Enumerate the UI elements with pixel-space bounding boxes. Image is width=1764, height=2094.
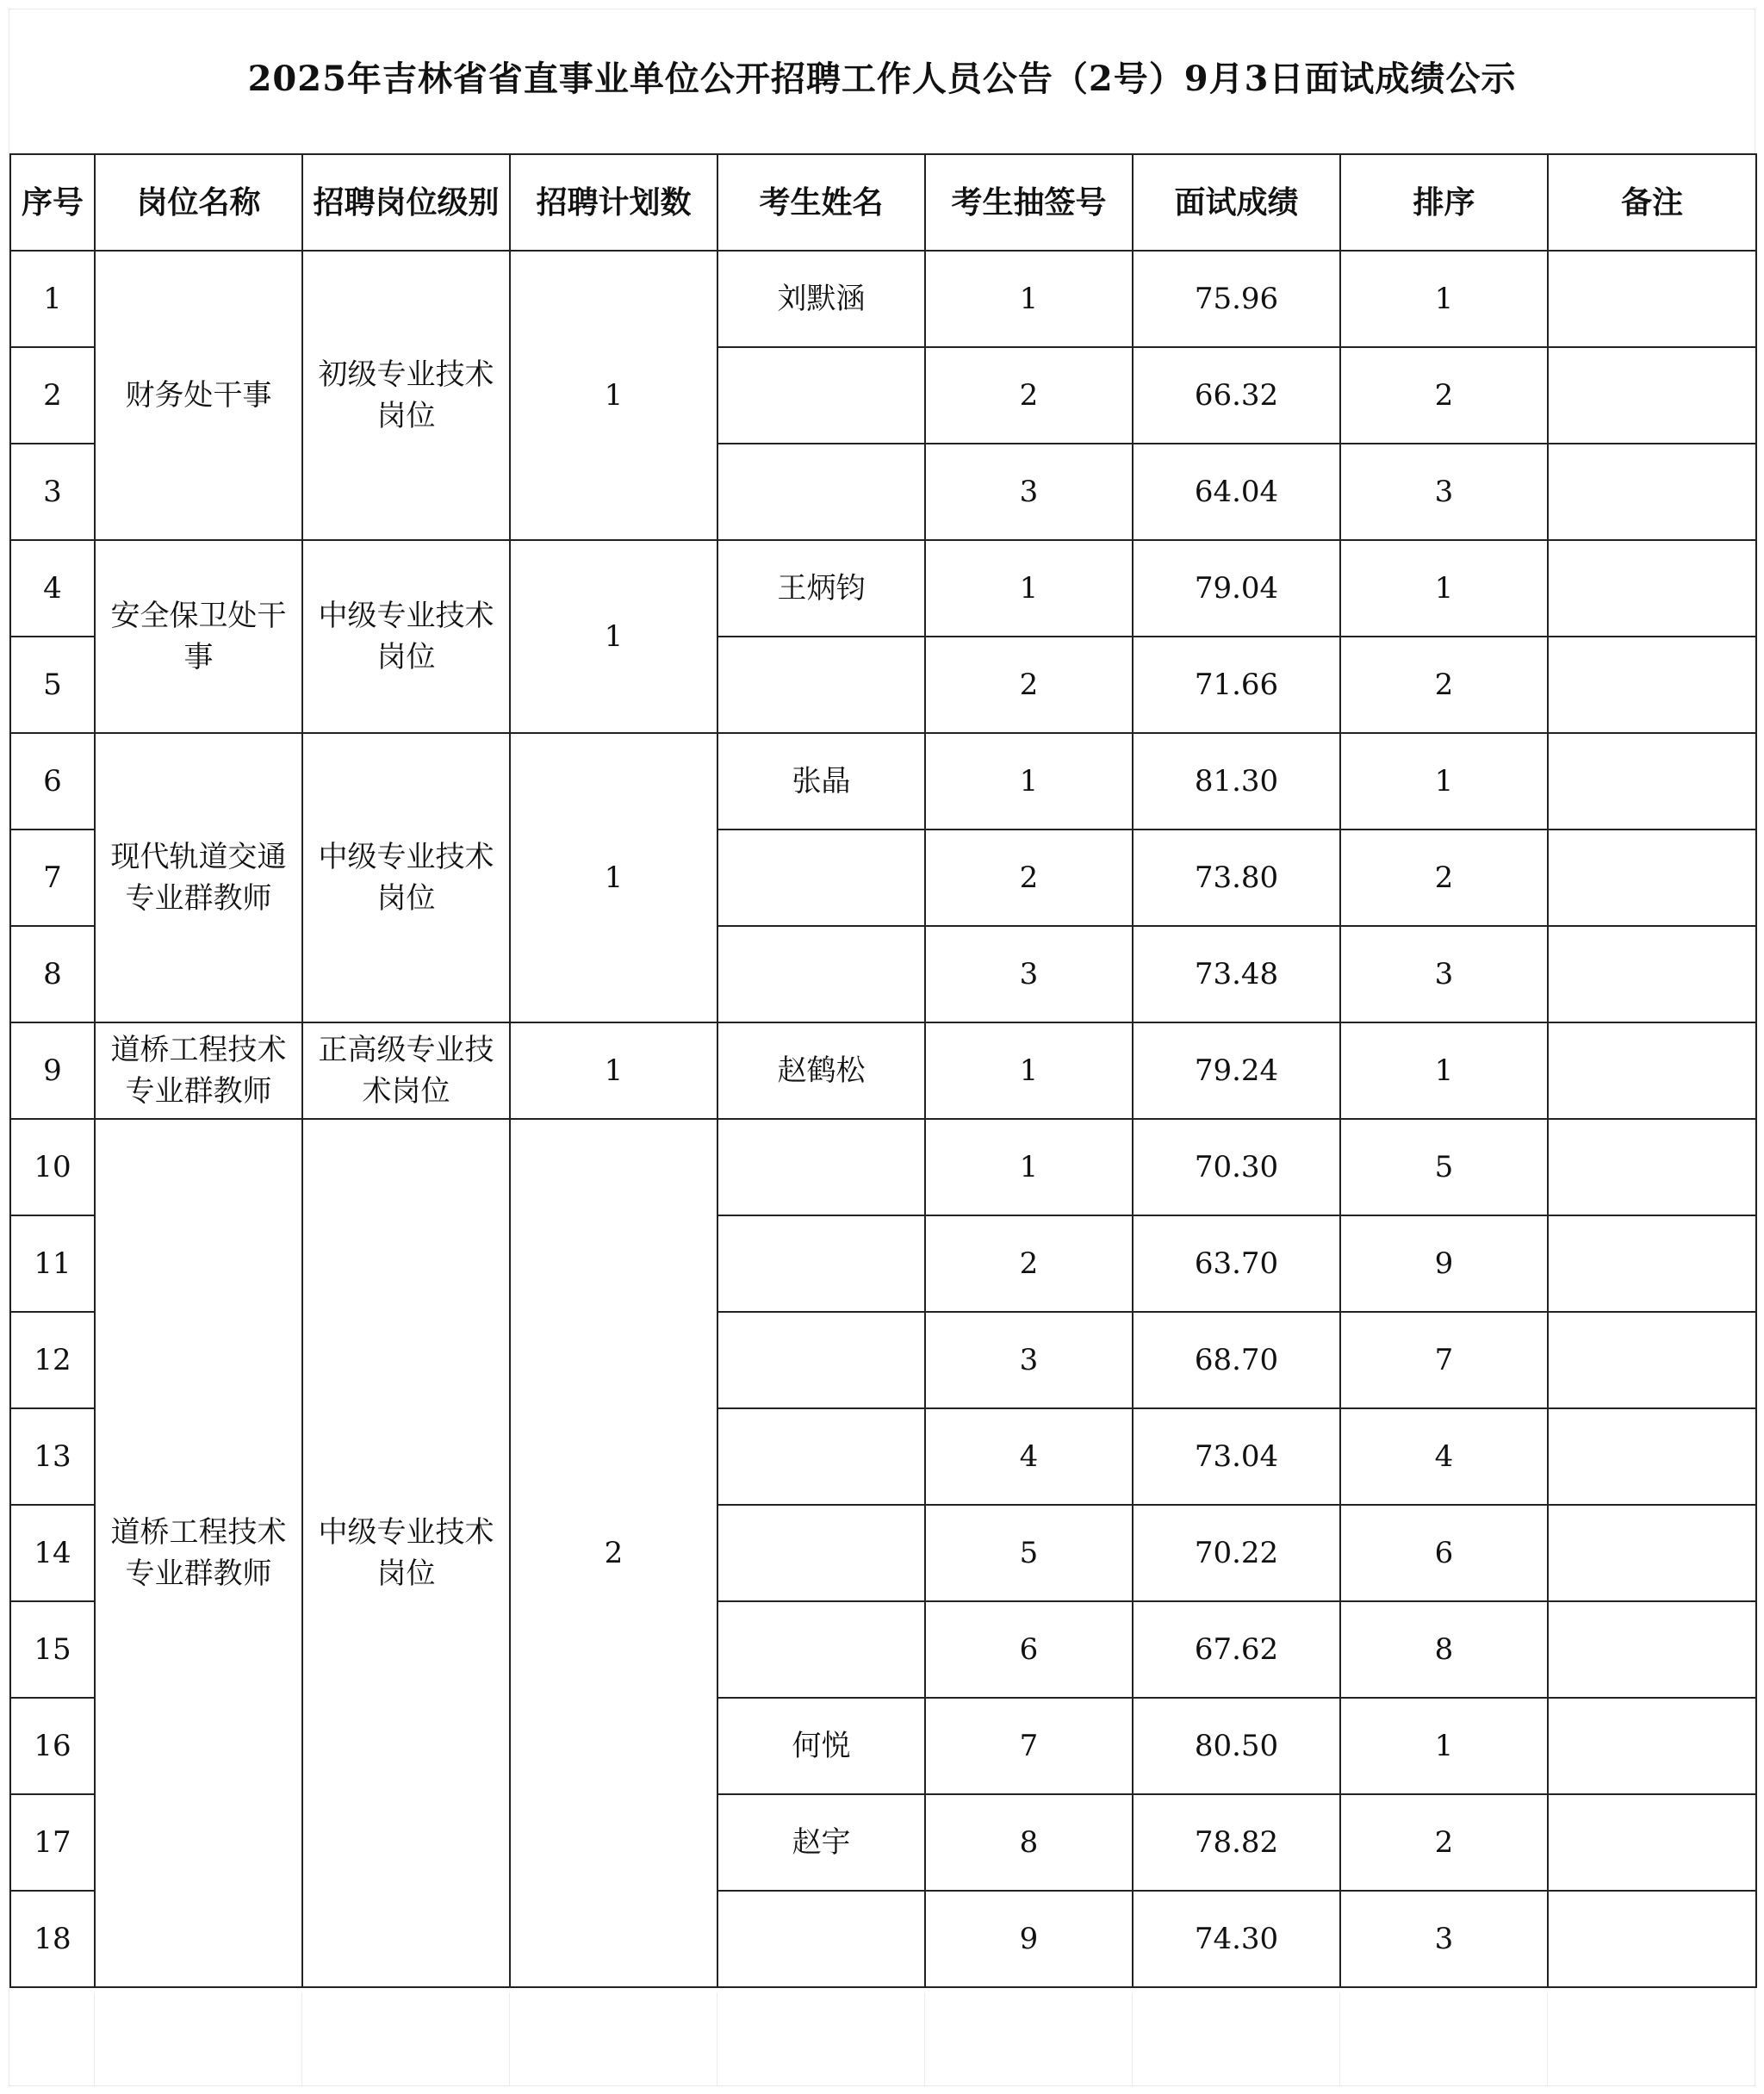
cell-note [1548, 1698, 1756, 1794]
cell-no: 4 [10, 540, 95, 637]
cell-rank: 2 [1340, 637, 1548, 733]
cell-rank: 7 [1340, 1312, 1548, 1408]
cell-no: 3 [10, 444, 95, 540]
cell-draw: 1 [925, 251, 1133, 347]
cell-draw: 9 [925, 1891, 1133, 1987]
table-row [10, 1022, 1756, 1119]
cell-score: 66.32 [1133, 347, 1340, 444]
cell-note [1548, 830, 1756, 926]
faint-gridline [1547, 1992, 1548, 2085]
cell-note [1548, 347, 1756, 444]
cell-plan: 2 [510, 1119, 717, 1987]
cell-plan: 1 [510, 733, 717, 1022]
cell-rank: 2 [1340, 830, 1548, 926]
cell-rank: 8 [1340, 1601, 1548, 1698]
cell-note [1548, 540, 1756, 637]
cell-note [1548, 926, 1756, 1022]
cell-rank: 3 [1340, 926, 1548, 1022]
cell-draw: 7 [925, 1698, 1133, 1794]
faint-gridline [94, 1992, 95, 2085]
cell-score: 68.70 [1133, 1312, 1340, 1408]
cell-draw: 4 [925, 1408, 1133, 1505]
cell-level: 正高级专业技术岗位 [302, 1022, 510, 1119]
cell-no: 15 [10, 1601, 95, 1698]
cell-score: 71.66 [1133, 637, 1340, 733]
cell-draw: 1 [925, 1119, 1133, 1215]
cell-score: 64.04 [1133, 444, 1340, 540]
cell-note [1548, 1119, 1756, 1215]
col-header-plan: 招聘计划数 [510, 154, 717, 251]
cell-level: 中级专业技术岗位 [302, 733, 510, 1022]
cell-plan: 1 [510, 251, 717, 540]
table-row [10, 733, 1756, 830]
cell-name [717, 347, 925, 444]
cell-position: 财务处干事 [95, 251, 302, 540]
col-header-name: 考生姓名 [717, 154, 925, 251]
cell-rank: 6 [1340, 1505, 1548, 1601]
cell-rank: 1 [1340, 1698, 1548, 1794]
cell-note [1548, 1891, 1756, 1987]
cell-no: 9 [10, 1022, 95, 1119]
cell-plan: 1 [510, 540, 717, 733]
cell-draw: 1 [925, 1022, 1133, 1119]
cell-draw: 2 [925, 830, 1133, 926]
faint-gridline [1132, 1992, 1133, 2085]
cell-plan: 1 [510, 1022, 717, 1119]
cell-score: 63.70 [1133, 1215, 1340, 1312]
cell-name: 张晶 [717, 733, 925, 830]
cell-name [717, 444, 925, 540]
page-title: 2025年吉林省省直事业单位公开招聘工作人员公告（2号）9月3日面试成绩公示 [247, 59, 1517, 99]
cell-no: 11 [10, 1215, 95, 1312]
cell-score: 70.22 [1133, 1505, 1340, 1601]
cell-position: 现代轨道交通专业群教师 [95, 733, 302, 1022]
cell-name [717, 830, 925, 926]
cell-position: 道桥工程技术专业群教师 [95, 1119, 302, 1987]
col-header-rank: 排序 [1340, 154, 1548, 251]
cell-name [717, 1505, 925, 1601]
cell-draw: 3 [925, 926, 1133, 1022]
cell-no: 5 [10, 637, 95, 733]
col-header-note: 备注 [1548, 154, 1756, 251]
cell-rank: 4 [1340, 1408, 1548, 1505]
cell-name [717, 1891, 925, 1987]
cell-name: 王炳钧 [717, 540, 925, 637]
cell-position: 道桥工程技术专业群教师 [95, 1022, 302, 1119]
col-header-position: 岗位名称 [95, 154, 302, 251]
cell-no: 8 [10, 926, 95, 1022]
cell-note [1548, 1505, 1756, 1601]
faint-gridline [509, 1992, 510, 2085]
cell-level: 中级专业技术岗位 [302, 1119, 510, 1987]
cell-level: 初级专业技术岗位 [302, 251, 510, 540]
table-row [10, 1119, 1756, 1215]
table-row [10, 251, 1756, 347]
cell-name [717, 1119, 925, 1215]
cell-draw: 2 [925, 637, 1133, 733]
cell-draw: 8 [925, 1794, 1133, 1891]
cell-level: 中级专业技术岗位 [302, 540, 510, 733]
cell-rank: 3 [1340, 1891, 1548, 1987]
cell-draw: 2 [925, 347, 1133, 444]
cell-note [1548, 1601, 1756, 1698]
cell-name: 何悦 [717, 1698, 925, 1794]
cell-score: 79.04 [1133, 540, 1340, 637]
cell-rank: 9 [1340, 1215, 1548, 1312]
cell-note [1548, 444, 1756, 540]
cell-name: 赵宇 [717, 1794, 925, 1891]
cell-no: 17 [10, 1794, 95, 1891]
cell-rank: 1 [1340, 251, 1548, 347]
cell-draw: 1 [925, 540, 1133, 637]
cell-no: 12 [10, 1312, 95, 1408]
table-body [10, 251, 1756, 1987]
cell-no: 18 [10, 1891, 95, 1987]
cell-score: 80.50 [1133, 1698, 1340, 1794]
cell-name [717, 1215, 925, 1312]
cell-no: 14 [10, 1505, 95, 1601]
cell-rank: 1 [1340, 1022, 1548, 1119]
cell-rank: 5 [1340, 1119, 1548, 1215]
cell-note [1548, 1022, 1756, 1119]
cell-score: 67.62 [1133, 1601, 1340, 1698]
cell-name [717, 1408, 925, 1505]
cell-name [717, 926, 925, 1022]
cell-no: 7 [10, 830, 95, 926]
cell-rank: 2 [1340, 347, 1548, 444]
col-header-no: 序号 [10, 154, 95, 251]
cell-score: 73.04 [1133, 1408, 1340, 1505]
cell-position: 安全保卫处干事 [95, 540, 302, 733]
cell-no: 13 [10, 1408, 95, 1505]
cell-draw: 5 [925, 1505, 1133, 1601]
faint-gridline [1339, 1992, 1340, 2085]
col-header-score: 面试成绩 [1133, 154, 1340, 251]
cell-score: 73.80 [1133, 830, 1340, 926]
cell-rank: 2 [1340, 1794, 1548, 1891]
header-row [10, 154, 1756, 251]
cell-score: 74.30 [1133, 1891, 1340, 1987]
cell-draw: 6 [925, 1601, 1133, 1698]
col-header-draw: 考生抽签号 [925, 154, 1133, 251]
cell-draw: 3 [925, 1312, 1133, 1408]
cell-score: 81.30 [1133, 733, 1340, 830]
cell-no: 10 [10, 1119, 95, 1215]
cell-note [1548, 1215, 1756, 1312]
cell-draw: 2 [925, 1215, 1133, 1312]
cell-name [717, 1601, 925, 1698]
faint-gridline [924, 1992, 925, 2085]
cell-score: 79.24 [1133, 1022, 1340, 1119]
table-row [10, 540, 1756, 637]
cell-name: 刘默涵 [717, 251, 925, 347]
cell-note [1548, 1408, 1756, 1505]
cell-no: 1 [10, 251, 95, 347]
cell-rank: 1 [1340, 733, 1548, 830]
cell-note [1548, 1794, 1756, 1891]
cell-name [717, 637, 925, 733]
cell-draw: 1 [925, 733, 1133, 830]
cell-score: 75.96 [1133, 251, 1340, 347]
cell-no: 2 [10, 347, 95, 444]
col-header-level: 招聘岗位级别 [302, 154, 510, 251]
scores-table [9, 153, 1757, 1988]
cell-score: 70.30 [1133, 1119, 1340, 1215]
cell-score: 73.48 [1133, 926, 1340, 1022]
cell-no: 16 [10, 1698, 95, 1794]
cell-name [717, 1312, 925, 1408]
cell-no: 6 [10, 733, 95, 830]
cell-score: 78.82 [1133, 1794, 1340, 1891]
cell-note [1548, 637, 1756, 733]
cell-rank: 3 [1340, 444, 1548, 540]
cell-note [1548, 251, 1756, 347]
cell-rank: 1 [1340, 540, 1548, 637]
faint-gridline [301, 1992, 302, 2085]
cell-note [1548, 733, 1756, 830]
cell-name: 赵鹤松 [717, 1022, 925, 1119]
cell-note [1548, 1312, 1756, 1408]
cell-draw: 3 [925, 444, 1133, 540]
